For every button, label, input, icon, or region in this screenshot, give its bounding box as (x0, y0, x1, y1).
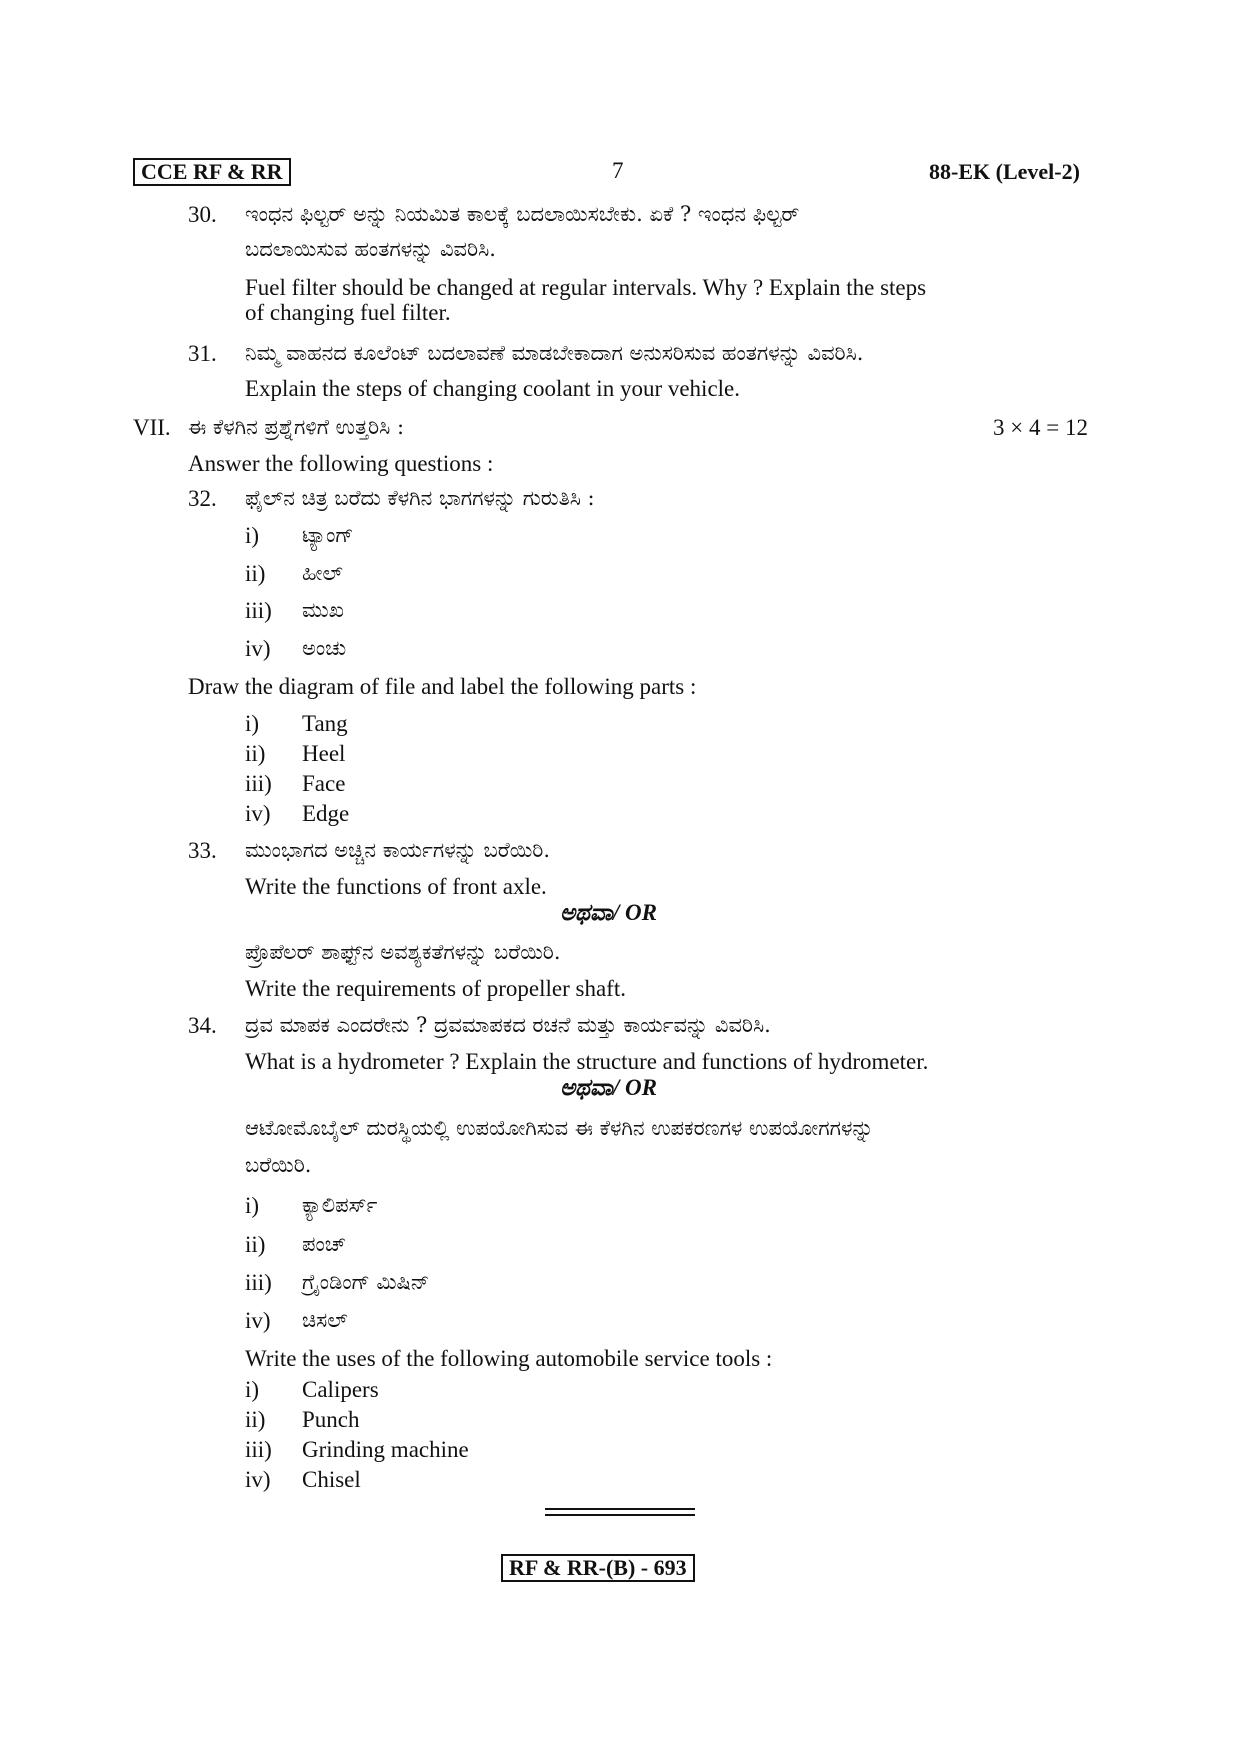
question-number-31: 31. (188, 341, 217, 366)
q34-alt-english: Write the uses of the following automobile service tools : (245, 1346, 773, 1371)
section-instruction-kannada: ಈ ಕೆಳಗಿನ ಪ್ರಶ್ನೆಗಳಿಗೆ ಉತ್ತರಿಸಿ : (188, 415, 405, 439)
q34-alt-kannada-line2: ಬರೆಯಿರಿ. (245, 1153, 312, 1177)
list-marker: iv) (245, 636, 271, 661)
list-item: ಪಂಚ್ (302, 1232, 346, 1256)
section-numeral: VII. (133, 415, 171, 440)
q30-kannada-line1: ಇಂಧನ ಫಿಲ್ಟರ್ ಅನ್ನು ನಿಯಮಿತ ಕಾಲಕ್ಕೆ ಬದಲಾಯಿಸಬೇಕು. ಏಕೆ ? ಇಂಧನ ಫಿಲ್ಟರ್ (245, 202, 800, 226)
end-rule-bottom (545, 1514, 695, 1516)
or-separator: ಅಥವಾ/ OR (560, 900, 657, 925)
paper-code-box: CCE RF & RR (133, 158, 291, 186)
list-item: Face (302, 771, 346, 796)
list-marker: iii) (245, 1270, 272, 1295)
or-separator: ಅಥವಾ/ OR (560, 1075, 657, 1100)
exam-code: 88-EK (Level-2) (929, 159, 1080, 184)
q33-english: Write the functions of front axle. (245, 874, 547, 899)
end-rule-top (545, 1508, 695, 1510)
question-number-32: 32. (188, 486, 217, 511)
list-marker: i) (245, 523, 260, 548)
q30-english-line2: of changing fuel filter. (245, 300, 451, 325)
list-item: Heel (302, 741, 346, 766)
list-item: ಟ್ಯಾಂಗ್ (302, 523, 354, 547)
q30-kannada-line2: ಬದಲಾಯಿಸುವ ಹಂತಗಳನ್ನು ವಿವರಿಸಿ. (245, 237, 496, 261)
list-item: ಗ್ರೈಂಡಿಂಗ್ ಮಿಷಿನ್ (302, 1270, 430, 1294)
list-item: Calipers (302, 1377, 379, 1402)
page-number: 7 (612, 158, 624, 183)
section-instruction-english: Answer the following questions : (188, 451, 494, 476)
question-number-33: 33. (188, 838, 217, 863)
q33-alt-kannada: ಪ್ರೊಪೆಲರ್ ಶಾಫ್ಟ್‌ನ ಅವಶ್ಯಕತೆಗಳನ್ನು ಬರೆಯಿರಿ. (245, 940, 561, 964)
q31-kannada: ನಿಮ್ಮ ವಾಹನದ ಕೂಲೆಂಟ್ ಬದಲಾವಣೆ ಮಾಡಬೇಕಾದಾಗ ಅನುಸರಿಸುವ ಹಂತಗಳನ್ನು ವಿವರಿಸಿ. (245, 341, 864, 365)
q33-kannada: ಮುಂಭಾಗದ ಅಚ್ಚಿನ ಕಾರ್ಯಗಳನ್ನು ಬರೆಯಿರಿ. (245, 838, 551, 862)
q31-english: Explain the steps of changing coolant in your vehicle. (245, 376, 741, 401)
section-marks: 3 × 4 = 12 (993, 415, 1088, 440)
list-item: ಹೀಲ್ (302, 561, 343, 585)
list-marker: iv) (245, 1467, 271, 1492)
q32-kannada: ಫೈಲ್‌ನ ಚಿತ್ರ ಬರೆದು ಕೆಳಗಿನ ಭಾಗಗಳನ್ನು ಗುರುತಿಸಿ : (245, 486, 595, 510)
list-marker: iii) (245, 771, 272, 796)
list-marker: iii) (245, 598, 272, 623)
list-marker: ii) (245, 1232, 266, 1257)
list-marker: ii) (245, 741, 266, 766)
q34-kannada: ದ್ರವ ಮಾಪಕ ಎಂದರೇನು ? ದ್ರವಮಾಪಕದ ರಚನೆ ಮತ್ತು ಕಾರ್ಯವನ್ನು ವಿವರಿಸಿ. (245, 1013, 771, 1037)
list-marker: iv) (245, 1308, 271, 1333)
list-item: ಅಂಚು (302, 636, 347, 660)
list-item: Edge (302, 801, 350, 826)
list-item: ಮುಖ (302, 598, 344, 622)
q32-english: Draw the diagram of file and label the following parts : (188, 674, 697, 699)
q30-english-line1: Fuel filter should be changed at regular intervals. Why ? Explain the steps (245, 275, 927, 300)
question-number-30: 30. (188, 202, 217, 227)
question-number-34: 34. (188, 1013, 217, 1038)
list-marker: i) (245, 1193, 260, 1218)
list-item: Grinding machine (302, 1437, 469, 1462)
list-item: ಕ್ಯಾಲಿಪರ್ಸ್ (302, 1193, 378, 1217)
q34-english: What is a hydrometer ? Explain the structure and functions of hydrometer. (245, 1049, 929, 1074)
list-marker: i) (245, 711, 260, 736)
q33-alt-english: Write the requirements of propeller shaft. (245, 976, 626, 1001)
list-item: ಚಿಸಲ್ (302, 1308, 348, 1332)
list-item: Punch (302, 1407, 360, 1432)
footer-code-box: RF & RR-(B) - 693 (501, 1554, 695, 1582)
list-item: Tang (302, 711, 348, 736)
list-marker: ii) (245, 561, 266, 586)
list-item: Chisel (302, 1467, 361, 1492)
list-marker: i) (245, 1377, 260, 1402)
list-marker: ii) (245, 1407, 266, 1432)
list-marker: iv) (245, 801, 271, 826)
list-marker: iii) (245, 1437, 272, 1462)
q34-alt-kannada-line1: ಆಟೋಮೊಬೈಲ್ ದುರಸ್ಥಿಯಲ್ಲಿ ಉಪಯೋಗಿಸುವ ಈ ಕೆಳಗಿನ ಉಪಕರಣಗಳ ಉಪಯೋಗಗಳನ್ನು (245, 1116, 874, 1140)
